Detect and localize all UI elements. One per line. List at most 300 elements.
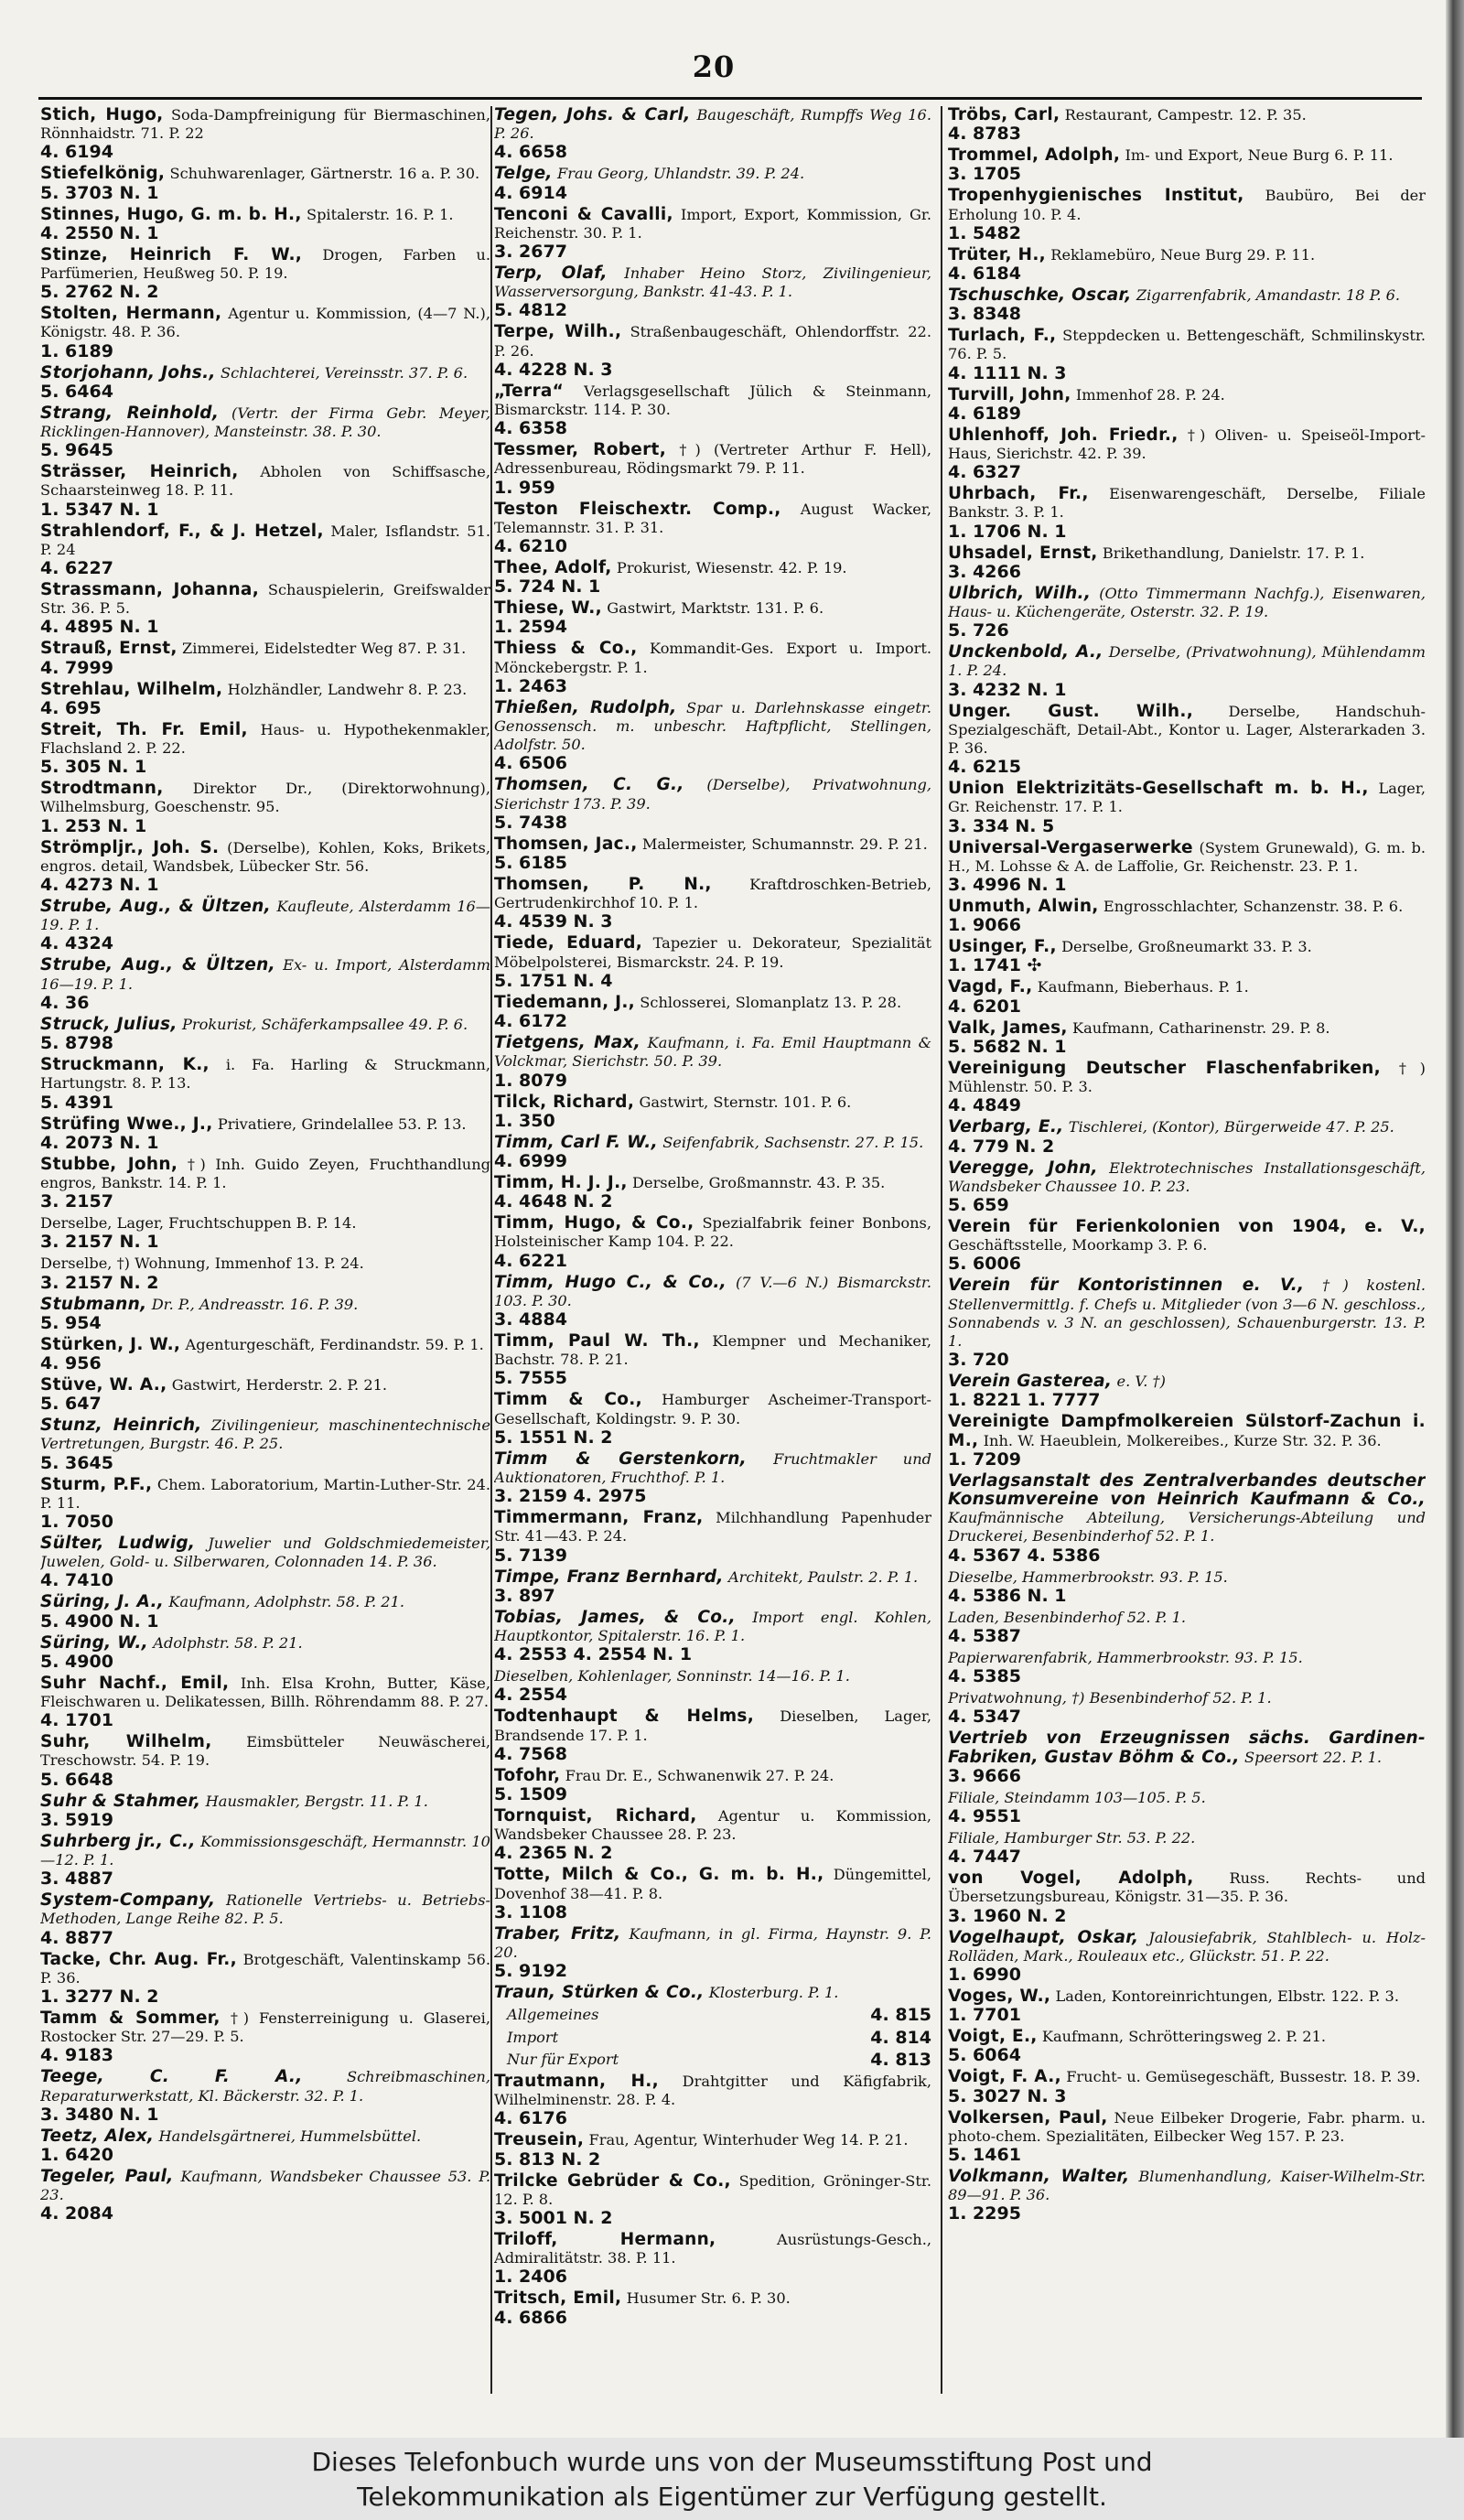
- entry-name: Tofohr,: [494, 1765, 561, 1785]
- phone-number: 5. 6648: [40, 1769, 113, 1790]
- phone-number: 4. 4849: [948, 1095, 1021, 1116]
- phone-number: 4. 4324: [40, 933, 113, 954]
- entry-name: Voges, W.,: [948, 1986, 1051, 2006]
- entry-description: Inh. W. Haeublein, Molkereibes., Kurze Str. 32. P. 36.: [983, 1431, 1382, 1449]
- phone-number: 4. 5386 N. 1: [948, 1585, 1067, 1606]
- entry-description: Kommissionsgeschäft, Hermannstr. 10—12. P. 1.: [40, 1832, 490, 1868]
- phone-number: 4. 813: [870, 2049, 931, 2070]
- phone-number: 5. 9645: [40, 440, 113, 461]
- directory-entry: [494, 835, 931, 872]
- phone-number: 4. 6176: [494, 2108, 567, 2129]
- directory-entry: [40, 1156, 490, 1211]
- entry-description: Elektrotechnisches Installationsgeschäft, Wandsbeker Chaussee 10. P. 23.: [948, 1158, 1426, 1195]
- entry-description: Straßenbaugeschäft, Ohlendorffstr. 22. P. 26.: [494, 323, 931, 360]
- entry-description: Direktor Dr., (Direktorwohnung), Wilhelmsburg, Goeschenstr. 95.: [40, 780, 490, 816]
- entry-description: August Wacker, Telemannstr. 31. P. 31.: [494, 500, 931, 536]
- phone-number: 1. 6189: [40, 340, 113, 361]
- directory-entry: [40, 1593, 490, 1630]
- directory-entry: [948, 1413, 1426, 1468]
- directory-entry: [40, 1675, 490, 1729]
- directory-entry: [494, 501, 931, 555]
- entry-description: Chem. Laboratorium, Martin-Luther-Str. 24. P. 11.: [40, 1475, 490, 1512]
- directory-entry: [948, 327, 1426, 382]
- phone-number: 4. 2553 4. 2554 N. 1: [494, 1644, 693, 1665]
- phone-number: 3. 4884: [494, 1308, 567, 1330]
- entry-description: Handelsgärtnerei, Hummelsbüttel.: [158, 2127, 422, 2145]
- phone-number: 1. 350: [494, 1110, 555, 1131]
- phone-number: 5. 3027 N. 3: [948, 2085, 1067, 2106]
- entry-name: Timm & Gerstenkorn,: [494, 1448, 747, 1469]
- entry-name: Strassmann, Johanna,: [40, 580, 260, 600]
- phone-number: 5. 6006: [948, 1254, 1021, 1275]
- entry-description: †) Fensterreinigung u. Glaserei, Rostocker Str. 27—29. P. 5.: [40, 2008, 490, 2046]
- entry-description: †) Inh. Guido Zeyen, Fruchthandlung engros, Bankstr. 14. P. 1.: [40, 1155, 491, 1191]
- entry-description: e. V. †): [1116, 1373, 1166, 1391]
- phone-number: 5. 3703 N. 1: [40, 182, 159, 203]
- entry-description: Adolphstr. 58. P. 21.: [153, 1633, 303, 1652]
- entry-name: Timm & Co.,: [494, 1390, 642, 1410]
- entry-description: Baubüro, Bei der Erholung 10. P. 4.: [948, 187, 1426, 223]
- directory-entry: [40, 2009, 490, 2064]
- entry-name: Tröbs, Carl,: [948, 106, 1060, 124]
- phone-number: 5. 9192: [494, 1961, 567, 1982]
- phone-number: 5. 1461: [948, 2145, 1021, 2165]
- entry-name: Valk, James,: [948, 1018, 1068, 1038]
- phone-number: 4. 7999: [40, 657, 113, 678]
- entry-name: „Terra“: [494, 381, 565, 401]
- phone-number: 5. 1509: [494, 1783, 567, 1804]
- entry-name: Tacke, Chr. Aug. Fr.,: [40, 1949, 237, 1969]
- phone-number: 3. 2157 N. 1: [40, 1232, 159, 1253]
- entry-description: Gastwirt, Marktstr. 131. P. 6.: [607, 599, 824, 618]
- phone-number: 1. 3277 N. 2: [40, 1986, 159, 2007]
- entry-name: Struckmann, K.,: [40, 1055, 210, 1075]
- entry-name: Tessmer, Robert,: [494, 440, 667, 460]
- column-middle: [494, 106, 931, 2394]
- phone-number: 1. 9066: [948, 915, 1021, 936]
- directory-entry: [40, 463, 490, 518]
- phone-number: 5. 305 N. 1: [40, 757, 147, 778]
- directory-entry: [40, 780, 490, 835]
- directory-entry: [494, 1667, 931, 1704]
- directory-entry: [948, 1373, 1426, 1409]
- directory-entry: [948, 938, 1426, 975]
- entry-name: Sülter, Ludwig,: [40, 1533, 196, 1553]
- entry-name: Teege, C. F. A.,: [40, 2067, 303, 2087]
- entry-description: Gastwirt, Herderstr. 2. P. 21.: [171, 1375, 388, 1394]
- entry-description: Inhaber Heino Storz, Zivilingenieur, Wasserversorgung, Bankstr. 41-43. P. 1.: [494, 264, 931, 301]
- directory-entry: [494, 934, 931, 989]
- entry-description: Architekt, Paulstr. 2. P. 1.: [727, 1567, 919, 1586]
- directory-entry: [40, 1476, 490, 1531]
- entry-name: Stürken, J. W.,: [40, 1334, 181, 1354]
- phone-number: 3. 8348: [948, 304, 1021, 325]
- entry-description: Derselbe, Großmannstr. 43. P. 35.: [632, 1173, 886, 1191]
- entry-description: Nur für Export: [507, 2050, 619, 2068]
- phone-number: 3. 5919: [40, 1809, 113, 1830]
- directory-entry: [948, 1118, 1426, 1155]
- directory-entry: [494, 2006, 931, 2024]
- directory-entry: [494, 323, 931, 378]
- entry-name: Usinger, F.,: [948, 937, 1057, 957]
- phone-number: 4. 6227: [40, 558, 113, 579]
- directory-entry: [948, 485, 1426, 540]
- entry-description: Kaufmann, Wandsbeker Chaussee 53. P. 23.: [40, 2168, 490, 2204]
- phone-number: 1. 2463: [494, 675, 567, 696]
- directory-entry: [40, 404, 490, 459]
- phone-number: 4. 6189: [948, 403, 1021, 424]
- entry-description: Kaufmann, Bieberhaus. P. 1.: [1037, 978, 1249, 996]
- entry-name: Voigt, F. A.,: [948, 2067, 1061, 2087]
- directory-entry: [494, 2172, 931, 2227]
- directory-entry: [40, 1296, 490, 1332]
- phone-number: 4. 36: [40, 992, 90, 1013]
- entry-description: (Otto Timmermann Nachfg.), Eisenwaren, Haus- u. Küchengeräte, Osterstr. 32. P. 19.: [948, 584, 1426, 621]
- phone-number: 4. 1111 N. 3: [948, 362, 1067, 383]
- entry-name: von Vogel, Adolph,: [948, 1868, 1194, 1889]
- phone-number: 4. 2084: [40, 2203, 113, 2224]
- entry-name: Tilck, Richard,: [494, 1092, 635, 1112]
- entry-description: Drahtgitter und Käfigfabrik, Wilhelminenstr. 28. P. 4.: [494, 2073, 931, 2109]
- entry-description: Schuhwarenlager, Gärtnerstr. 16 a. P. 30.: [169, 165, 480, 183]
- directory-entry: [948, 2028, 1426, 2064]
- phone-number: 1. 2406: [494, 2267, 567, 2288]
- entry-description: Milchhandlung Papenhuder Str. 41—43. P. 24.: [494, 1509, 931, 1545]
- entry-description: Gastwirt, Sternstr. 101. P. 6.: [639, 1093, 852, 1111]
- entry-name: Strahlendorf, F., & J. Hetzel,: [40, 521, 324, 541]
- entry-description: (Vertr. der Firma Gebr. Meyer, Ricklingen-Hannover), Mansteinstr. 38. P. 30.: [40, 404, 490, 441]
- directory-entry: [494, 599, 931, 636]
- directory-entry: [40, 1833, 490, 1888]
- phone-number: 3. 1960 N. 2: [948, 1905, 1067, 1926]
- phone-number: 3. 1705: [948, 164, 1021, 185]
- directory-entry: [494, 2231, 931, 2286]
- directory-entry: [948, 898, 1426, 934]
- directory-entry: [494, 165, 931, 201]
- phone-number: 5. 4900 N. 1: [40, 1610, 159, 1632]
- entry-name: Thießen, Rudolph,: [494, 697, 677, 717]
- entry-name: Timm, Paul W. Th.,: [494, 1330, 700, 1351]
- phone-number: 4. 4228 N. 3: [494, 359, 613, 380]
- entry-name: Tornquist, Richard,: [494, 1805, 697, 1825]
- entry-description: Derselbe, †) Wohnung, Immenhof 13. P. 24.: [40, 1255, 364, 1273]
- entry-name: Tiedemann, J.,: [494, 992, 636, 1012]
- entry-description: Schlachterei, Vereinsstr. 37. P. 6.: [221, 363, 468, 382]
- entry-name: Todtenhaupt & Helms,: [494, 1707, 755, 1727]
- directory-entry: [948, 286, 1426, 323]
- column-left: [40, 106, 529, 2394]
- phone-number: 5. 8798: [40, 1033, 113, 1054]
- entry-description: Spezialfabrik feiner Bonbons, Holsteinischer Kamp 104. P. 22.: [494, 1214, 931, 1251]
- entry-name: Vagd, F.,: [948, 977, 1033, 997]
- entry-description: †) Oliven- u. Speiseöl-Import-Haus, Sierichstr. 42. P. 39.: [948, 425, 1426, 463]
- entry-name: Terp, Olaf,: [494, 264, 608, 284]
- phone-number: 3. 897: [494, 1585, 555, 1606]
- entry-description: (7 V.—6 N.) Bismarckstr. 103. P. 30.: [494, 1273, 931, 1309]
- phone-number: 5. 6464: [40, 381, 113, 402]
- entry-description: i. Fa. Harling & Struckmann, Hartungstr. 8. P. 13.: [40, 1056, 490, 1093]
- directory-entry: [948, 1869, 1426, 1924]
- directory-entry: [40, 206, 490, 242]
- directory-entry: [40, 956, 490, 1011]
- phone-number: 5. 4812: [494, 300, 567, 321]
- entry-name: Triloff, Hermann,: [494, 2230, 716, 2250]
- entry-name: Tobias, James, & Co.,: [494, 1607, 736, 1627]
- directory-entry: [494, 382, 931, 437]
- entry-description: Dieselben, Lager, Brandsende 17. P. 1.: [494, 1707, 931, 1744]
- directory-entry: [494, 994, 931, 1030]
- phone-number: 4. 695: [40, 697, 102, 718]
- directory-entry: [494, 1174, 931, 1211]
- entry-description: †) Mühlenstr. 50. P. 3.: [948, 1059, 1426, 1096]
- entry-description: Juwelier und Goldschmiedemeister, Juwelen, Gold- u. Silberwaren, Colonnaden 14. P. 36.: [40, 1534, 490, 1571]
- entry-description: Kaufmann, in gl. Firma, Haynstr. 9. P. 20.: [494, 1924, 931, 1961]
- directory-entry: [494, 1609, 931, 1664]
- directory-entry: [948, 1159, 1426, 1214]
- phone-number: 5. 2762 N. 2: [40, 282, 159, 303]
- entry-name: Tiede, Eduard,: [494, 933, 643, 953]
- top-rule: [38, 97, 1422, 100]
- phone-number: 4. 2550 N. 1: [40, 222, 159, 243]
- directory-entry: [40, 1733, 490, 1788]
- entry-name: Timm, Hugo, & Co.,: [494, 1213, 694, 1233]
- entry-name: Vereinigung Deutscher Flaschenfabriken,: [948, 1058, 1381, 1078]
- entry-name: Unger. Gust. Wilh.,: [948, 701, 1194, 721]
- entry-name: Strang, Reinhold,: [40, 403, 220, 423]
- entry-name: Stubbe, John,: [40, 1154, 178, 1174]
- directory-entry: [948, 839, 1426, 894]
- phone-number: 1. 8221 1. 7777: [948, 1390, 1101, 1411]
- entry-description: Laden, Kontoreinrichtungen, Elbstr. 122. P. 3.: [1055, 1987, 1399, 2005]
- entry-description: Spedition, Gröninger-Str. 12. P. 8.: [494, 2171, 931, 2208]
- entry-name: Stiefelkönig,: [40, 164, 166, 184]
- entry-description: Brotgeschäft, Valentinskamp 56. P. 36.: [40, 1950, 490, 1987]
- directory-entry: [40, 581, 490, 636]
- entry-name: Tritsch, Emil,: [494, 2288, 622, 2309]
- entry-name: Tenconi & Cavalli,: [494, 204, 673, 224]
- phone-number: 5. 4391: [40, 1092, 113, 1113]
- directory-entry: [40, 1535, 490, 1589]
- phone-number: 5. 813 N. 2: [494, 2148, 601, 2170]
- phone-number: 5. 3645: [40, 1452, 113, 1473]
- entry-name: Unckenbold, A.,: [948, 642, 1103, 662]
- directory-entry: [494, 1767, 931, 1804]
- phone-number: 1. 7050: [40, 1511, 113, 1532]
- entry-description: Dr. P., Andreasstr. 16. P. 39.: [151, 1295, 359, 1313]
- phone-number: 4. 6215: [948, 757, 1021, 778]
- phone-number: 5. 1751 N. 4: [494, 970, 613, 991]
- directory-entry: [40, 1336, 490, 1373]
- entry-description: Dieselbe, Hammerbrookstr. 93. P. 15.: [948, 1567, 1228, 1586]
- entry-description: Klempner und Mechaniker, Bachstr. 78. P. 21.: [494, 1331, 931, 1369]
- entry-name: Trautmann, H.,: [494, 2072, 659, 2091]
- phone-number: 1. 8079: [494, 1070, 567, 1091]
- phone-number: 4. 6658: [494, 142, 567, 163]
- phone-number: 4. 9183: [40, 2045, 113, 2066]
- entry-description: (System Grunewald), G. m. b. H., M. Lohsse & A. de Laffolie, Gr. Reichenstr. 23. P. 1.: [948, 838, 1426, 875]
- directory-entry: [40, 1951, 490, 2006]
- entry-name: Volkmann, Walter,: [948, 2167, 1130, 2186]
- phone-number: 4. 5385: [948, 1666, 1021, 1687]
- directory-entry: [494, 876, 931, 931]
- directory-entry: [494, 776, 931, 831]
- entry-name: Stinnes, Hugo, G. m. b. H.,: [40, 204, 302, 224]
- entry-name: Struck, Julius,: [40, 1014, 178, 1034]
- directory-entry: [494, 1450, 931, 1505]
- phone-number: 4. 5347: [948, 1707, 1021, 1728]
- phone-number: 4. 779 N. 2: [948, 1136, 1055, 1157]
- entry-name: Tropenhygienisches Institut,: [948, 186, 1244, 206]
- directory-entry: [948, 1568, 1426, 1605]
- entry-description: Zimmerei, Eidelstedter Weg 87. P. 31.: [182, 640, 467, 658]
- entry-name: Strässer, Heinrich,: [40, 462, 239, 482]
- phone-number: 5. 726: [948, 620, 1009, 641]
- entry-name: Universal-Vergaserwerke: [948, 837, 1193, 857]
- entry-name: Teetz, Alex,: [40, 2126, 155, 2146]
- directory-entry: [40, 522, 490, 577]
- phone-number: 4. 5387: [948, 1625, 1021, 1646]
- directory-entry: [948, 2109, 1426, 2164]
- directory-entry: [948, 106, 1426, 143]
- entry-description: Frau Georg, Uhlandstr. 39. P. 24.: [557, 165, 805, 183]
- entry-name: Suhrberg jr., C.,: [40, 1831, 196, 1851]
- phone-number: 5. 1551 N. 2: [494, 1427, 613, 1448]
- phone-number: 4. 7447: [948, 1847, 1021, 1868]
- directory-entry: [948, 1218, 1426, 1273]
- entry-description: Russ. Rechts- und Übersetzungsbureau, Königstr. 31—35. P. 36.: [948, 1869, 1426, 1906]
- entry-name: Uhlenhoff, Joh. Friedr.,: [948, 425, 1179, 445]
- entry-name: Verbarg, E.,: [948, 1117, 1064, 1137]
- entry-description: †) (Vertreter Arthur F. Hell), Adressenbureau, Rödingsmarkt 79. P. 11.: [494, 441, 931, 478]
- directory-entry: [40, 1416, 490, 1471]
- directory-entry: [40, 721, 490, 776]
- footer-line-2: Telekommunikation als Eigentümer zur Verfügung gestellt.: [357, 2482, 1107, 2512]
- directory-entry: [40, 246, 490, 301]
- entry-description: Zivilingenieur, maschinentechnische Vertretungen, Burgstr. 46. P. 25.: [40, 1416, 491, 1453]
- entry-description: Eisenwarengeschäft, Derselbe, Filiale Bankstr. 3. P. 1.: [948, 485, 1426, 522]
- entry-name: Voigt, E.,: [948, 2027, 1038, 2047]
- phone-number: 3. 5001 N. 2: [494, 2208, 613, 2229]
- entry-description: Drogen, Farben u. Parfümerien, Heußweg 50. P. 19.: [40, 245, 490, 283]
- entry-name: Thomsen, C. G.,: [494, 775, 684, 795]
- entry-name: Thomsen, P. N.,: [494, 875, 712, 895]
- entry-description: Jalousiefabrik, Stahlblech- u. Holz-Rolläden, Mark., Rouleaux etc., Glückstr. 51. P. 22.: [948, 1928, 1426, 1965]
- entry-description: Haus- u. Hypothekenmakler, Flachsland 2. P. 22.: [40, 720, 490, 758]
- entry-description: Kaufmännische Abteilung, Versicherungs-Abteilung und Druckerei, Besenbinderhof 52. P. 1.: [948, 1509, 1426, 1545]
- entry-description: Maler, Isflandstr. 51. P. 24: [40, 522, 491, 558]
- directory-entry: [494, 1984, 931, 2002]
- phone-number: 4. 6506: [494, 753, 567, 774]
- entry-description: Verlagsgesellschaft Jülich & Steinmann, Bismarckstr. 114. P. 30.: [494, 382, 931, 419]
- entry-name: Strube, Aug., & Ültzen,: [40, 897, 271, 917]
- entry-description: Zigarrenfabrik, Amandastr. 18 P. 6.: [1136, 286, 1401, 305]
- phone-number: 4. 1701: [40, 1710, 113, 1731]
- phone-number: 3. 334 N. 5: [948, 815, 1055, 836]
- phone-number: 4. 9551: [948, 1805, 1021, 1826]
- entry-description: Malermeister, Schumannstr. 29. P. 21.: [641, 835, 928, 853]
- entry-name: Stinze, Heinrich F. W.,: [40, 244, 303, 264]
- phone-number: 5. 724 N. 1: [494, 576, 601, 598]
- scanner-edge: [1446, 0, 1464, 2438]
- directory-entry: [40, 1056, 490, 1111]
- entry-name: Verlagsanstalt des Zentralverbandes deutscher Konsumvereine von Heinrich Kaufmann & Co.,: [948, 1470, 1426, 1509]
- phone-number: 3. 9666: [948, 1765, 1021, 1786]
- entry-name: Turlach, F.,: [948, 326, 1057, 346]
- entry-name: Trommel, Adolph,: [948, 145, 1121, 166]
- entry-description: Kommandit-Ges. Export u. Import. Mönckebergstr. P. 1.: [494, 640, 931, 676]
- phone-number: 4. 5367 4. 5386: [948, 1545, 1101, 1566]
- entry-name: Volkersen, Paul,: [948, 2107, 1108, 2127]
- entry-description: Inh. Elsa Krohn, Butter, Käse, Fleischwaren u. Delikatessen, Billh. Röhrendamm 88. P. 27.: [40, 1674, 490, 1710]
- entry-name: Treusein,: [494, 2130, 585, 2150]
- directory-entry: [494, 264, 931, 319]
- entry-description: Derselbe, (Privatwohnung), Mühlendamm 1. P. 24.: [948, 643, 1426, 680]
- directory-entry: [40, 681, 490, 717]
- phone-number: 1. 253 N. 1: [40, 815, 147, 836]
- entry-name: Telge,: [494, 164, 553, 184]
- directory-entry: [40, 2068, 490, 2123]
- directory-entry: [948, 1276, 1426, 1369]
- directory-entry: [494, 106, 931, 161]
- entry-description: Schlosserei, Slomanplatz 13. P. 28.: [640, 993, 902, 1011]
- directory-entry: [948, 1609, 1426, 1645]
- phone-number: 4. 4895 N. 1: [40, 617, 159, 638]
- entry-description: Tapezier u. Dekorateur, Spezialität Möbelpolsterei, Bismarckstr. 24. P. 19.: [494, 934, 931, 971]
- directory-entry: [40, 1376, 490, 1413]
- entry-name: Suhr Nachf., Emil,: [40, 1673, 230, 1693]
- entry-name: Timm, H. J. J.,: [494, 1172, 628, 1192]
- directory-entry: [494, 1034, 931, 1089]
- directory-entry: [494, 1807, 931, 1862]
- phone-number: 4. 6201: [948, 996, 1021, 1017]
- entry-name: Streit, Th. Fr. Emil,: [40, 719, 248, 739]
- entry-description: Klosterburg. P. 1.: [708, 1984, 839, 2002]
- phone-number: 4. 7568: [494, 1743, 567, 1764]
- entry-name: Strauß, Ernst,: [40, 639, 178, 659]
- directory-entry: [494, 559, 931, 596]
- directory-entry: [494, 1214, 931, 1269]
- entry-description: Seifenfabrik, Sachsenstr. 27. P. 15.: [662, 1133, 924, 1151]
- entry-description: Soda-Dampfreinigung für Biermaschinen, Rönnhaidstr. 71. P. 22: [40, 106, 490, 143]
- directory-entry: [40, 106, 490, 161]
- phone-number: 4. 6221: [494, 1250, 567, 1271]
- entry-description: Steppdecken u. Bettengeschäft, Schmilinskystr. 76. P. 5.: [948, 327, 1426, 363]
- phone-number: 1. 6990: [948, 1964, 1021, 1985]
- entry-name: Stich, Hugo,: [40, 106, 164, 124]
- directory-entry: [494, 2051, 931, 2069]
- entry-description: Düngemittel, Dovenhof 38—41. P. 8.: [494, 1866, 931, 1902]
- entry-description: Prokurist, Schäferkampsallee 49. P. 6.: [181, 1015, 468, 1033]
- phone-number: 1. 5347 N. 1: [40, 499, 159, 520]
- directory-entry: [948, 780, 1426, 835]
- entry-description: Restaurant, Campestr. 12. P. 35.: [1064, 106, 1307, 124]
- phone-number: 4. 814: [870, 2027, 931, 2048]
- directory-entry: [494, 2131, 931, 2168]
- phone-number: 4. 6999: [494, 1150, 567, 1171]
- entry-description: Filiale, Hamburger Str. 53. P. 22.: [948, 1828, 1196, 1847]
- phone-number: 1. 2295: [948, 2203, 1021, 2224]
- phone-number: 1. 7701: [948, 2005, 1021, 2026]
- entry-description: Rationelle Vertriebs- u. Betriebs-Methoden, Lange Reihe 82. P. 5.: [40, 1891, 490, 1928]
- directory-entry: [948, 544, 1426, 581]
- entry-name: Strube, Aug., & Ültzen,: [40, 955, 275, 975]
- entry-name: Suhr, Wilhelm,: [40, 1732, 212, 1752]
- entry-description: Speersort 22. P. 1.: [1244, 1748, 1383, 1766]
- entry-description: Tischlerei, (Kontor), Bürgerweide 47. P. 25.: [1068, 1118, 1394, 1136]
- entry-description: Ex- u. Import, Alsterdamm 16—19. P. 1.: [40, 956, 490, 993]
- phone-number: 5. 7438: [494, 812, 567, 833]
- phone-number: 4. 7410: [40, 1570, 113, 1591]
